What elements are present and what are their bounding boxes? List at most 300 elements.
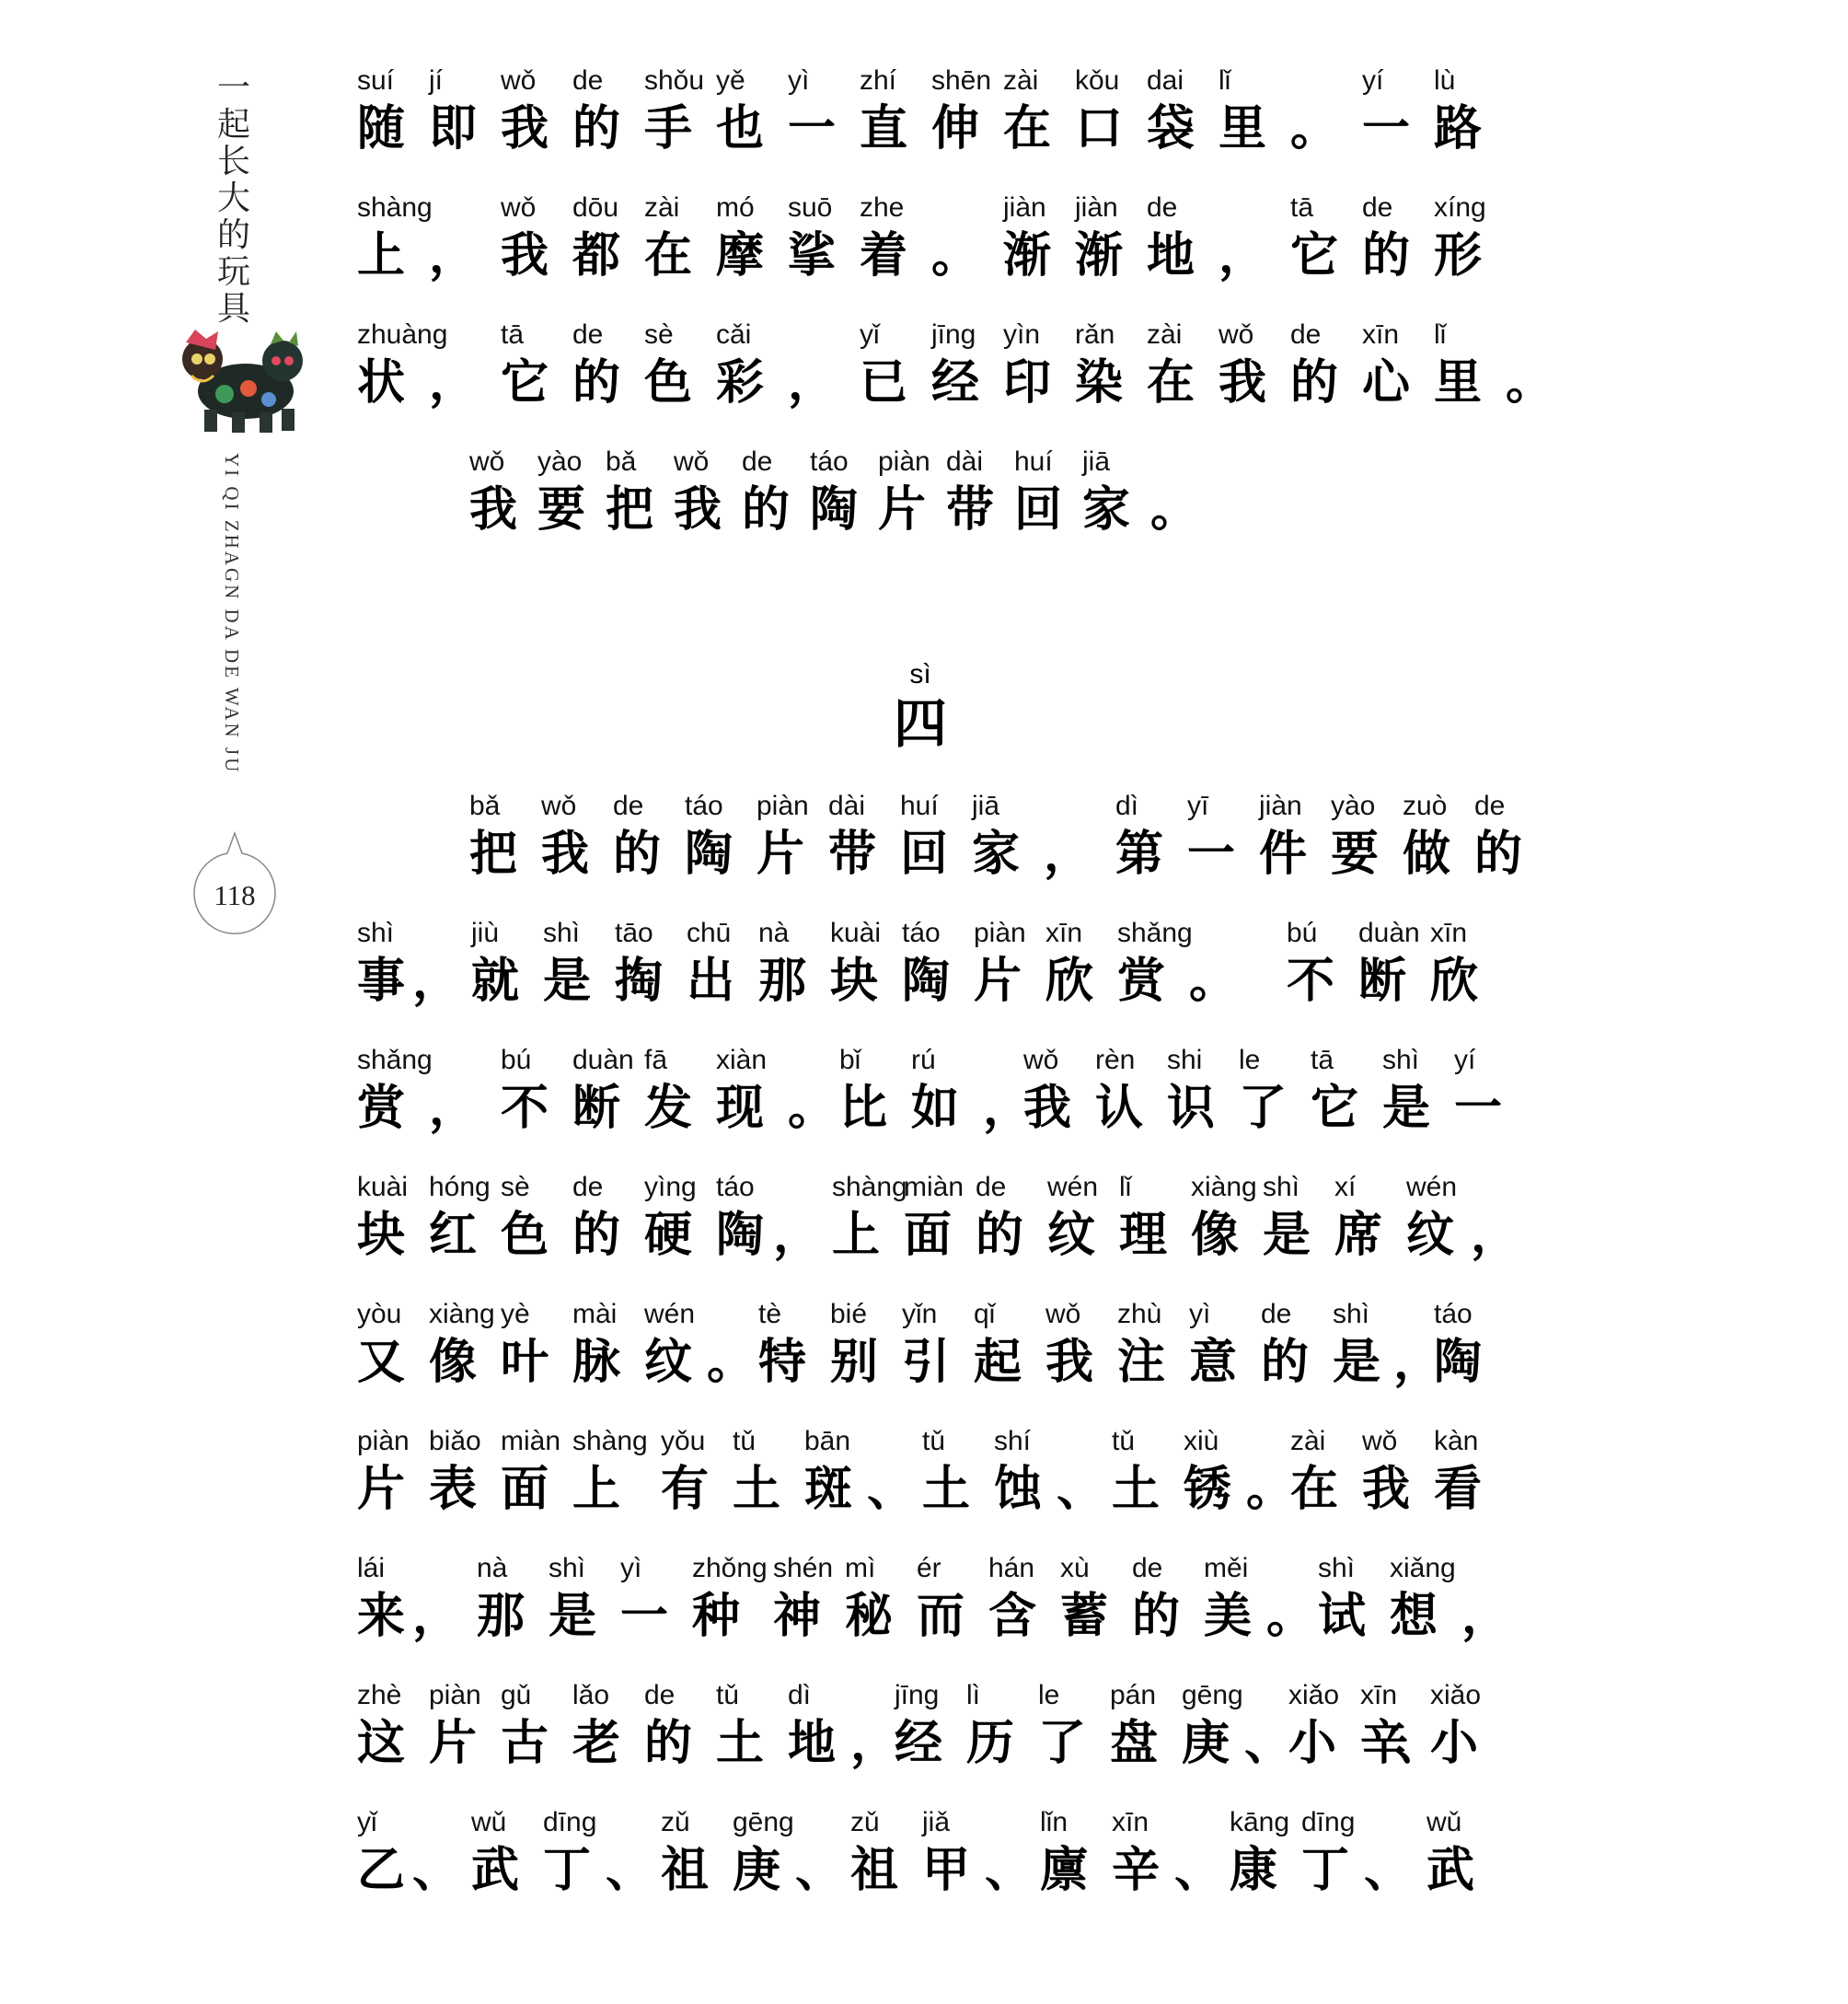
pinyin: yì — [788, 65, 810, 96]
hanzi: ， — [1461, 1589, 1510, 1644]
hanzi: 蚀 — [994, 1462, 1043, 1517]
hanzi: 口 — [1075, 101, 1124, 156]
hanzi: 武 — [1426, 1843, 1475, 1898]
hanzi: ， — [1471, 1208, 1519, 1263]
hanzi: 的 — [1290, 355, 1339, 411]
pinyin: shì — [357, 918, 395, 948]
pinyin: táo — [902, 918, 941, 948]
hanzi: 那 — [758, 954, 807, 1009]
pinyin: lǐ — [1119, 1172, 1132, 1202]
text-line — [357, 1171, 1519, 1300]
hanzi: 色 — [644, 355, 693, 411]
pinyin: gǔ — [501, 1680, 532, 1710]
pinyin: wǒ — [501, 192, 537, 223]
hanzi: 斑 — [804, 1462, 853, 1517]
pinyin: zǔ — [661, 1807, 690, 1837]
hanzi: ， — [429, 1081, 478, 1136]
pinyin: yí — [1454, 1045, 1476, 1075]
hanzi: 里 — [1219, 101, 1267, 156]
pinyin: shǎng — [1117, 918, 1193, 948]
pinyin: táo — [1434, 1299, 1473, 1329]
pinyin: de — [1290, 319, 1322, 350]
hanzi: 片 — [357, 1462, 406, 1517]
hanzi: 面 — [501, 1462, 549, 1517]
hanzi: 我 — [501, 228, 549, 284]
hanzi: 了 — [1038, 1716, 1087, 1771]
pinyin: wén — [1047, 1172, 1099, 1202]
pinyin: yǐn — [902, 1299, 938, 1329]
hanzi: 直 — [860, 101, 908, 156]
hanzi: 的 — [1474, 827, 1523, 882]
pinyin: shì — [1263, 1172, 1300, 1202]
pinyin: wǒ — [1219, 319, 1254, 350]
pinyin: de — [644, 1680, 676, 1710]
pinyin: xù — [1060, 1553, 1090, 1583]
hanzi: 它 — [1290, 228, 1339, 284]
pinyin: yě — [716, 65, 745, 96]
hanzi: 不 — [501, 1081, 549, 1136]
pinyin: ér — [917, 1553, 941, 1583]
pinyin: dài — [828, 791, 866, 821]
pinyin: miàn — [501, 1426, 561, 1456]
pinyin: jīng — [931, 319, 976, 350]
book-title-char: 起 — [216, 106, 250, 144]
pinyin: suō — [788, 192, 833, 223]
pinyin: kuài — [357, 1172, 409, 1202]
hanzi: 辛 — [1112, 1843, 1161, 1898]
hanzi: 、 — [606, 1843, 654, 1898]
hanzi: ， — [412, 1589, 461, 1644]
hanzi: 想 — [1390, 1589, 1438, 1644]
hanzi: 上 — [572, 1462, 621, 1517]
book-title-vertical — [215, 70, 252, 328]
hanzi: 甲 — [922, 1843, 971, 1898]
hanzi: 土 — [716, 1716, 765, 1771]
pinyin: rǎn — [1075, 319, 1115, 350]
hanzi: 欣 — [1430, 954, 1479, 1009]
hanzi: 片 — [757, 827, 805, 882]
hanzi: ， — [429, 355, 478, 411]
hanzi: 片 — [878, 482, 927, 538]
hanzi: 丁 — [543, 1843, 592, 1898]
pinyin: lǐ — [1219, 65, 1231, 96]
pinyin: lǐn — [1040, 1807, 1068, 1837]
hanzi: 发 — [644, 1081, 693, 1136]
pinyin: yào — [1331, 791, 1376, 821]
hanzi: 我 — [541, 827, 590, 882]
hanzi: 康 — [1230, 1843, 1278, 1898]
pinyin: de — [572, 319, 604, 350]
hanzi: 的 — [644, 1716, 693, 1771]
pinyin: bān — [804, 1426, 851, 1456]
pinyin: zhù — [1117, 1299, 1162, 1329]
book-title-char: 大 — [216, 180, 250, 217]
hanzi: 陶 — [810, 482, 859, 538]
book-title-char: 的 — [216, 216, 250, 254]
pinyin: tā — [501, 319, 525, 350]
hanzi: 要 — [537, 482, 586, 538]
hanzi: 即 — [429, 101, 478, 156]
hanzi: 的 — [742, 482, 791, 538]
hanzi: ， — [429, 228, 478, 284]
pinyin: wǒ — [541, 791, 577, 821]
hanzi: 的 — [1132, 1589, 1181, 1644]
pinyin: yī — [1187, 791, 1209, 821]
hanzi: 注 — [1117, 1335, 1166, 1390]
pinyin: dài — [946, 446, 984, 477]
hanzi: 而 — [917, 1589, 965, 1644]
hanzi: 老 — [572, 1716, 621, 1771]
hanzi: ， — [983, 1081, 1032, 1136]
pinyin: yí — [1362, 65, 1384, 96]
pinyin: xīn — [1362, 319, 1400, 350]
pinyin: bǎ — [606, 446, 637, 477]
pinyin: shì — [543, 918, 581, 948]
hanzi: 廪 — [1040, 1843, 1089, 1898]
hanzi: 锈 — [1184, 1462, 1232, 1517]
hanzi: 理 — [1119, 1208, 1168, 1263]
pinyin: cǎi — [716, 319, 752, 350]
pinyin: yǒu — [661, 1426, 706, 1456]
hanzi: 特 — [758, 1335, 807, 1390]
hanzi: 的 — [572, 101, 621, 156]
hanzi: 比 — [839, 1081, 888, 1136]
pinyin: de — [742, 446, 773, 477]
pinyin: bú — [501, 1045, 532, 1075]
pinyin: yì — [1189, 1299, 1211, 1329]
hanzi: 一 — [620, 1589, 669, 1644]
hanzi: 随 — [357, 101, 406, 156]
pinyin: zhǒng — [692, 1553, 768, 1583]
hanzi: 纹 — [1047, 1208, 1096, 1263]
text-line — [357, 319, 1554, 447]
pinyin: huí — [900, 791, 939, 821]
hanzi: 小 — [1288, 1716, 1337, 1771]
hanzi: 含 — [988, 1589, 1037, 1644]
hanzi: 片 — [429, 1716, 478, 1771]
hanzi: 的 — [1261, 1335, 1310, 1390]
pinyin: dì — [1115, 791, 1139, 821]
pinyin: wǒ — [1362, 1426, 1398, 1456]
pinyin: qǐ — [974, 1299, 996, 1329]
hanzi: 了 — [1239, 1081, 1288, 1136]
pinyin: zài — [644, 192, 680, 223]
hanzi: 又 — [357, 1335, 406, 1390]
hanzi: 面 — [904, 1208, 953, 1263]
hanzi: 的 — [976, 1208, 1024, 1263]
pinyin: shǎng — [357, 1045, 433, 1075]
hanzi: 家 — [1082, 482, 1131, 538]
hanzi: 试 — [1318, 1589, 1367, 1644]
hanzi: 蓄 — [1060, 1589, 1109, 1644]
pinyin: táo — [716, 1172, 755, 1202]
hanzi: ， — [412, 954, 461, 1009]
hanzi: 它 — [501, 355, 549, 411]
pinyin: duàn — [1358, 918, 1420, 948]
pinyin: xiàng — [429, 1299, 495, 1329]
hanzi: 断 — [1358, 954, 1407, 1009]
hanzi: 、 — [1364, 1843, 1413, 1898]
pinyin: jiǎ — [922, 1807, 951, 1837]
hanzi: 彩 — [716, 355, 765, 411]
hanzi: 纹 — [644, 1335, 693, 1390]
pinyin: fā — [644, 1045, 668, 1075]
pinyin: zhí — [860, 65, 897, 96]
hanzi: 。 — [707, 1335, 756, 1390]
hanzi: 片 — [974, 954, 1022, 1009]
hanzi: 盘 — [1110, 1716, 1159, 1771]
hanzi: 在 — [1003, 101, 1052, 156]
pinyin: piàn — [974, 918, 1026, 948]
hanzi: 是 — [549, 1589, 597, 1644]
pinyin: le — [1038, 1680, 1060, 1710]
hanzi: 小 — [1430, 1716, 1479, 1771]
pinyin: de — [1261, 1299, 1292, 1329]
hanzi: 那 — [477, 1589, 526, 1644]
pinyin: jiù — [471, 918, 500, 948]
pinyin: kuài — [830, 918, 882, 948]
text-line — [357, 446, 1498, 574]
hanzi: 它 — [1311, 1081, 1359, 1136]
pinyin: shàng — [357, 192, 433, 223]
pinyin: měi — [1204, 1553, 1249, 1583]
pinyin: de — [613, 791, 644, 821]
pinyin: chū — [687, 918, 732, 948]
hanzi: 第 — [1115, 827, 1164, 882]
pinyin: shǒu — [644, 65, 705, 96]
pinyin: de — [1132, 1553, 1163, 1583]
pinyin: biǎo — [429, 1426, 481, 1456]
pinyin: lǐ — [1434, 319, 1447, 350]
hanzi: 有 — [661, 1462, 710, 1517]
hanzi: 。 — [1150, 482, 1199, 538]
text-line — [357, 64, 1498, 193]
hanzi: 。 — [1506, 355, 1554, 411]
hanzi: 欣 — [1045, 954, 1094, 1009]
hanzi: 、 — [1057, 1462, 1105, 1517]
pinyin: de — [572, 65, 604, 96]
hanzi: 带 — [828, 827, 877, 882]
pinyin: zài — [1290, 1426, 1326, 1456]
hanzi: 掏 — [615, 954, 664, 1009]
hanzi: 我 — [501, 101, 549, 156]
hanzi: 叶 — [501, 1335, 549, 1390]
hanzi: 认 — [1095, 1081, 1144, 1136]
hanzi: 历 — [966, 1716, 1015, 1771]
hanzi: 我 — [1045, 1335, 1094, 1390]
pinyin: xīn — [1360, 1680, 1398, 1710]
hanzi: 是 — [1263, 1208, 1311, 1263]
pinyin: zuò — [1403, 791, 1448, 821]
pinyin: xīn — [1430, 918, 1468, 948]
pinyin: jiàn — [1259, 791, 1302, 821]
hanzi: 、 — [1244, 1716, 1293, 1771]
pinyin: tǔ — [716, 1680, 740, 1710]
pinyin: yìn — [1003, 319, 1041, 350]
hanzi: 脉 — [572, 1335, 621, 1390]
hanzi: 回 — [1014, 482, 1063, 538]
text-line — [357, 191, 1498, 320]
pinyin: kǒu — [1075, 65, 1120, 96]
pinyin: shàng — [832, 1172, 907, 1202]
hanzi: 一 — [1362, 101, 1411, 156]
hanzi: 。 — [1189, 954, 1238, 1009]
text-line — [357, 917, 1498, 1046]
text-line — [357, 1806, 1498, 1935]
pinyin: jiā — [972, 791, 1000, 821]
hanzi: 事 — [357, 954, 406, 1009]
section-heading-hanzi: 四 — [893, 692, 947, 755]
hanzi: 上 — [357, 228, 406, 284]
hanzi: 一 — [788, 101, 837, 156]
clay-dog-mascot-icon — [167, 322, 306, 437]
pinyin: tǔ — [922, 1426, 946, 1456]
hanzi: ， — [1044, 827, 1092, 882]
pinyin: huí — [1014, 446, 1053, 477]
hanzi: 、 — [795, 1843, 844, 1898]
hanzi: 陶 — [716, 1208, 765, 1263]
pinyin: shì — [549, 1553, 586, 1583]
hanzi: 带 — [946, 482, 995, 538]
pinyin: hóng — [429, 1172, 491, 1202]
pinyin: shì — [1382, 1045, 1420, 1075]
hanzi: 。 — [931, 228, 980, 284]
pinyin: wǔ — [1426, 1807, 1462, 1837]
pinyin: xiǎo — [1288, 1680, 1340, 1710]
hanzi: 家 — [972, 827, 1021, 882]
hanzi: 里 — [1434, 355, 1483, 411]
hanzi: 要 — [1331, 827, 1380, 882]
hanzi: 在 — [644, 228, 693, 284]
hanzi: 、 — [985, 1843, 1034, 1898]
pinyin: shi — [1167, 1045, 1203, 1075]
hanzi: 不 — [1287, 954, 1335, 1009]
pinyin: jiàn — [1075, 192, 1118, 223]
book-title-romanization — [219, 453, 248, 803]
pinyin: lì — [966, 1680, 980, 1710]
hanzi: 状 — [357, 355, 406, 411]
pinyin: gēng — [733, 1807, 794, 1837]
hanzi: 我 — [469, 482, 518, 538]
text-line — [357, 1679, 1498, 1808]
hanzi: 袋 — [1147, 101, 1195, 156]
hanzi: 我 — [674, 482, 722, 538]
romanization-text: YI QI ZHAGN DA DE WAN JU — [221, 453, 243, 775]
pinyin: piàn — [878, 446, 930, 477]
hanzi: 经 — [931, 355, 980, 411]
hanzi: 手 — [644, 101, 693, 156]
pinyin: de — [1362, 192, 1393, 223]
hanzi: 红 — [429, 1208, 478, 1263]
hanzi: 把 — [606, 482, 654, 538]
pinyin: wǔ — [471, 1807, 507, 1837]
hanzi: 摩 — [716, 228, 765, 284]
hanzi: 席 — [1334, 1208, 1383, 1263]
hanzi: 土 — [922, 1462, 971, 1517]
hanzi: 着 — [860, 228, 908, 284]
pinyin: bú — [1287, 918, 1318, 948]
pinyin: kàn — [1434, 1426, 1479, 1456]
hanzi: 。 — [1246, 1462, 1295, 1517]
hanzi: 回 — [900, 827, 949, 882]
hanzi: 表 — [429, 1462, 478, 1517]
hanzi: 的 — [1362, 228, 1411, 284]
hanzi: 赏 — [1117, 954, 1166, 1009]
pinyin: jīng — [895, 1680, 940, 1710]
pinyin: wǒ — [1023, 1045, 1059, 1075]
pinyin: de — [976, 1172, 1007, 1202]
pinyin: mài — [572, 1299, 618, 1329]
pinyin: miàn — [904, 1172, 964, 1202]
pinyin: yǐ — [860, 319, 880, 350]
hanzi: 的 — [613, 827, 662, 882]
pinyin: bǎ — [469, 791, 501, 821]
hanzi: 印 — [1003, 355, 1052, 411]
section-heading-pinyin: sì — [909, 659, 931, 689]
hanzi: 我 — [1219, 355, 1267, 411]
pinyin: dīng — [543, 1807, 597, 1837]
hanzi: 的 — [572, 1208, 621, 1263]
pinyin: dīng — [1301, 1807, 1356, 1837]
hanzi: 出 — [687, 954, 735, 1009]
pinyin: wén — [1406, 1172, 1458, 1202]
hanzi: 引 — [902, 1335, 951, 1390]
pinyin: jí — [429, 65, 443, 96]
pinyin: duàn — [572, 1045, 634, 1075]
hanzi: 是 — [543, 954, 592, 1009]
section-heading — [884, 658, 957, 756]
text-line — [357, 790, 1523, 919]
pinyin: yòu — [357, 1299, 402, 1329]
hanzi: 、 — [1395, 1716, 1444, 1771]
hanzi: 像 — [1191, 1208, 1240, 1263]
hanzi: 把 — [469, 827, 518, 882]
pinyin: shēn — [931, 65, 992, 96]
hanzi: ， — [1393, 1335, 1442, 1390]
hanzi: 。 — [1266, 1589, 1315, 1644]
hanzi: 色 — [501, 1208, 549, 1263]
pinyin: lù — [1434, 65, 1456, 96]
hanzi: ， — [773, 1208, 822, 1263]
pinyin: shàng — [572, 1426, 648, 1456]
hanzi: 。 — [788, 1081, 837, 1136]
pinyin: dì — [788, 1680, 812, 1710]
pinyin: yè — [501, 1299, 530, 1329]
hanzi: 、 — [867, 1462, 916, 1517]
hanzi: 块 — [357, 1208, 406, 1263]
hanzi: 硬 — [644, 1208, 693, 1263]
pinyin: de — [1147, 192, 1178, 223]
text-line — [357, 1552, 1510, 1681]
pinyin: jiā — [1082, 446, 1111, 477]
hanzi: 辛 — [1360, 1716, 1409, 1771]
pinyin: piàn — [429, 1680, 481, 1710]
pinyin: lǎo — [572, 1680, 610, 1710]
hanzi: 伸 — [931, 101, 980, 156]
hanzi: 一 — [1454, 1081, 1503, 1136]
hanzi: 来 — [357, 1589, 406, 1644]
hanzi: 上 — [832, 1208, 881, 1263]
pinyin: shén — [773, 1553, 834, 1583]
pinyin: dai — [1147, 65, 1184, 96]
hanzi: 就 — [471, 954, 520, 1009]
pinyin: hán — [988, 1553, 1035, 1583]
pinyin: zhe — [860, 192, 905, 223]
pinyin: zǔ — [850, 1807, 880, 1837]
pinyin: zhuàng — [357, 319, 448, 350]
pinyin: yì — [620, 1553, 642, 1583]
hanzi: 起 — [974, 1335, 1022, 1390]
